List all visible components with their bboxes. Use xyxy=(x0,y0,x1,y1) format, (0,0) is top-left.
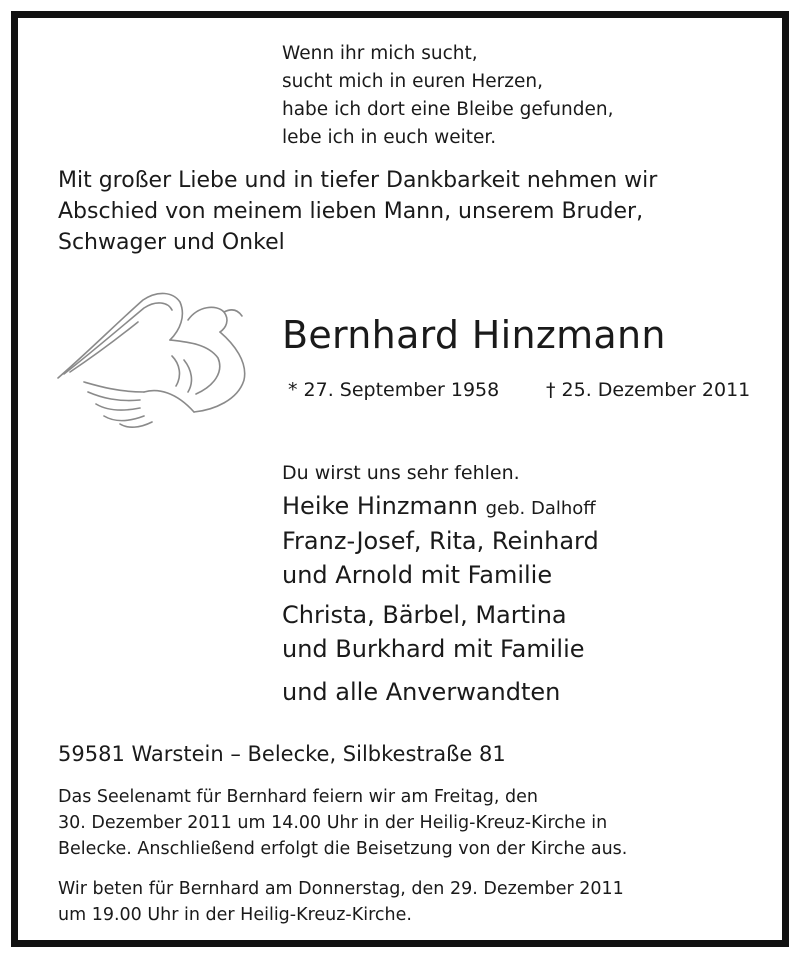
service-line: Belecke. Anschließend erfolgt die Beisetzung von der Kirche aus. xyxy=(58,839,628,859)
intro-line: Schwager und Onkel xyxy=(58,230,285,255)
poem-line: habe ich dort eine Bleibe gefunden, xyxy=(282,99,614,120)
poem xyxy=(282,40,613,152)
intro-line: Mit großer Liebe und in tiefer Dankbarkeit nehmen wir xyxy=(58,168,658,193)
service-line: 30. Dezember 2011 um 14.00 Uhr in der Heilig-Kreuz-Kirche in xyxy=(58,813,608,833)
deceased-name: Bernhard Hinzmann xyxy=(282,313,666,357)
wife-name: Heike Hinzmann xyxy=(282,492,478,520)
address: 59581 Warstein – Belecke, Silbkestraße 81 xyxy=(58,742,506,766)
mourner-line: Christa, Bärbel, Martina xyxy=(282,601,567,629)
mourners-intro: Du wirst uns sehr fehlen. xyxy=(282,462,520,484)
poem-line: sucht mich in euren Herzen, xyxy=(282,71,543,92)
mourner-line: und Burkhard mit Familie xyxy=(282,635,585,663)
birth-date: * 27. September 1958 xyxy=(288,379,500,401)
intro-text xyxy=(58,165,657,258)
dove-icon xyxy=(48,282,258,432)
mourner-line: und Arnold mit Familie xyxy=(282,561,553,589)
mourner-wife xyxy=(282,490,596,525)
prayer-info xyxy=(58,876,624,928)
obituary-frame xyxy=(11,11,789,947)
intro-line: Abschied von meinem lieben Mann, unserem Bruder, xyxy=(58,199,644,224)
poem-line: Wenn ihr mich sucht, xyxy=(282,43,478,64)
service-info xyxy=(58,784,627,862)
mourner-siblings-1 xyxy=(282,524,599,592)
prayer-line: Wir beten für Bernhard am Donnerstag, den 29. Dezember 2011 xyxy=(58,879,624,899)
death-date: † 25. Dezember 2011 xyxy=(546,379,751,401)
service-line: Das Seelenamt für Bernhard feiern wir am Freitag, den xyxy=(58,787,538,807)
wife-maiden-name: geb. Dalhoff xyxy=(485,498,596,519)
mourner-siblings-2 xyxy=(282,598,585,666)
prayer-line: um 19.00 Uhr in der Heilig-Kreuz-Kirche. xyxy=(58,905,412,925)
poem-line: lebe ich in euch weiter. xyxy=(282,127,497,148)
mourner-line: Franz-Josef, Rita, Reinhard xyxy=(282,527,599,555)
mourner-relatives: und alle Anverwandten xyxy=(282,678,561,706)
